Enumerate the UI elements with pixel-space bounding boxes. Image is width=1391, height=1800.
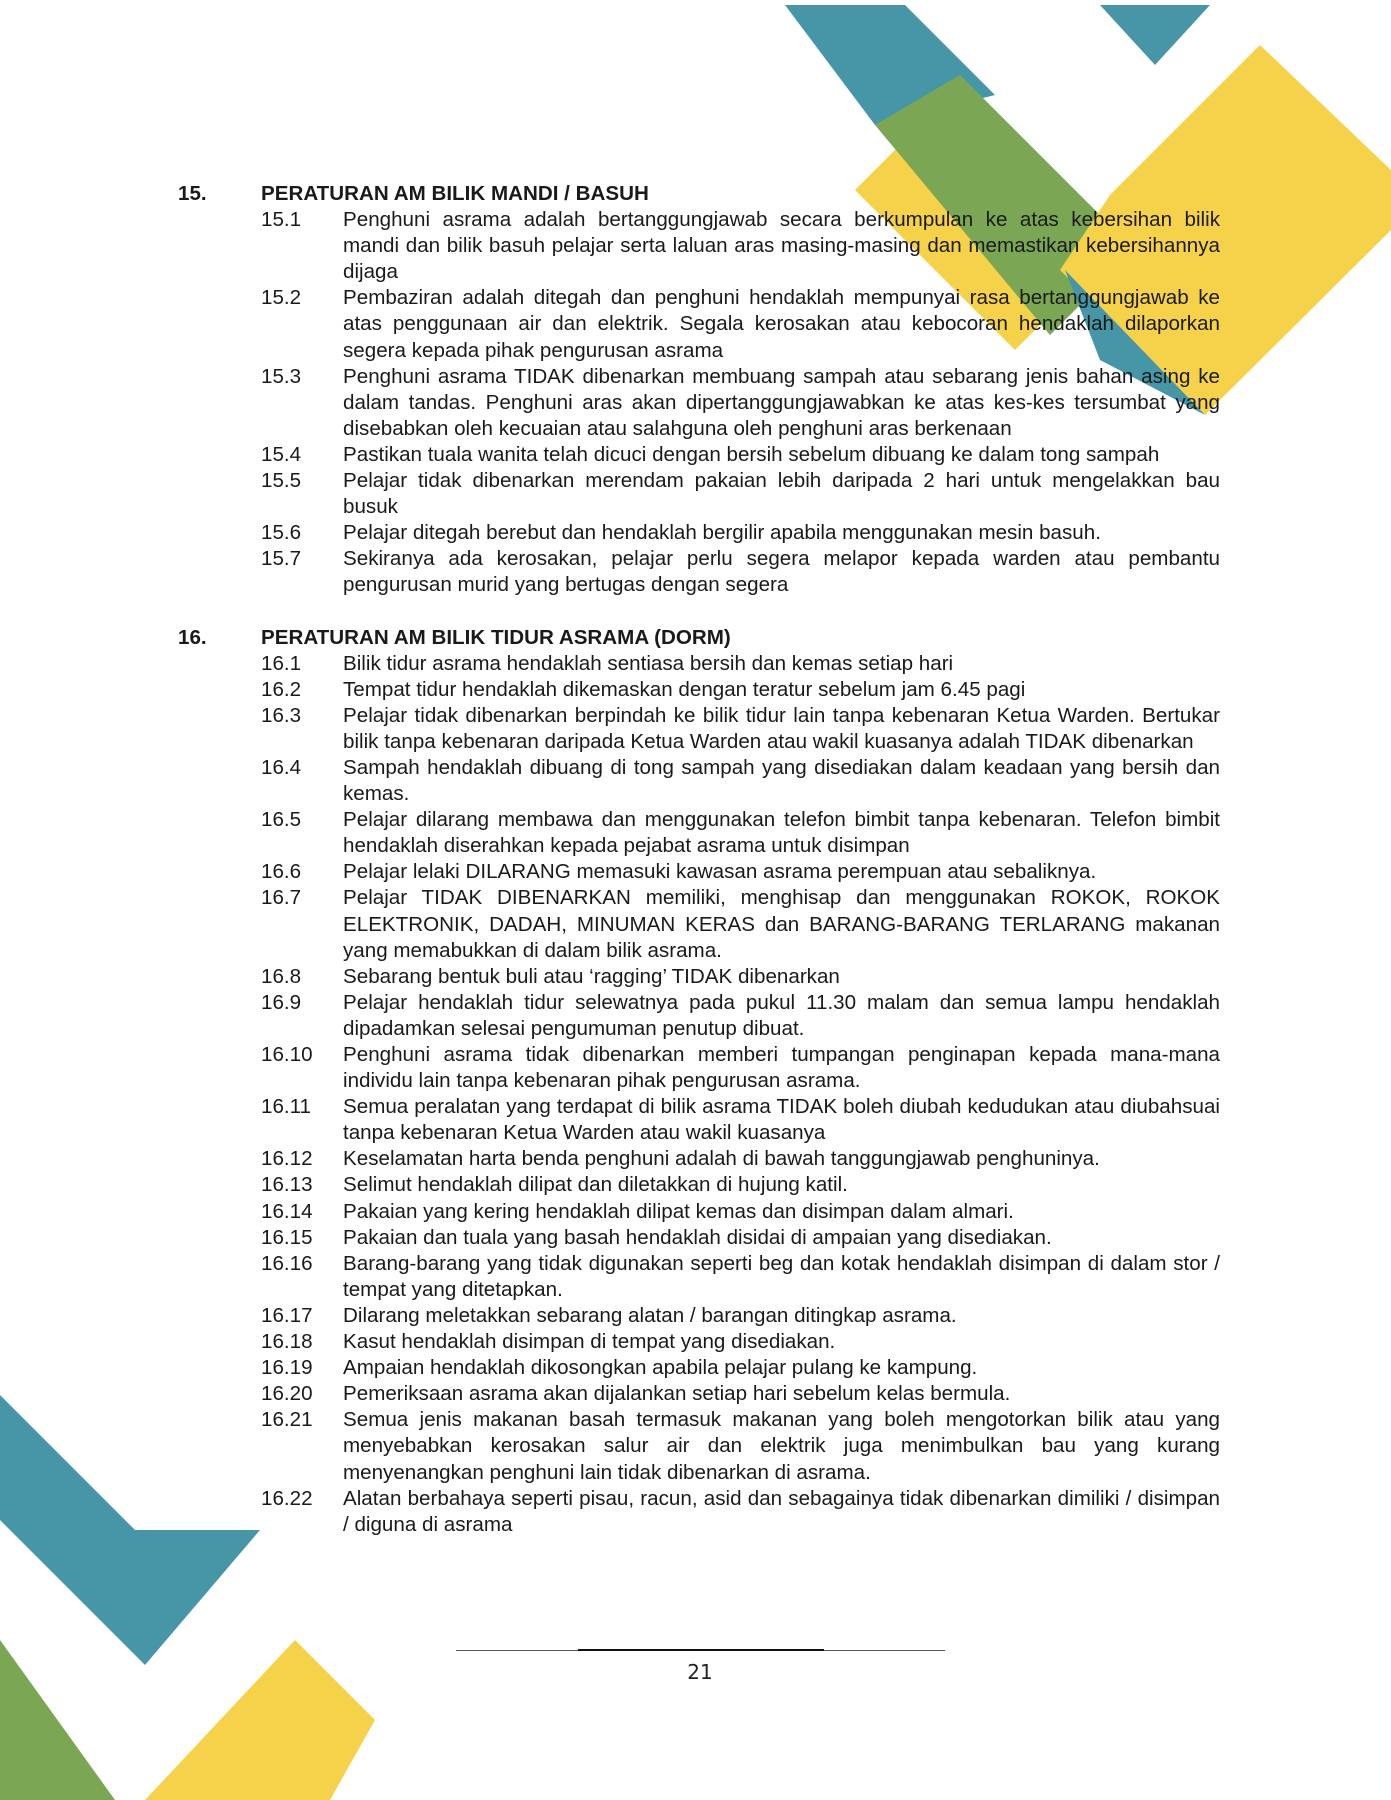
section-title: PERATURAN AM BILIK TIDUR ASRAMA (DORM) xyxy=(261,625,731,649)
item-text: Penghuni asrama TIDAK dibenarkan membuang sampah atau sebarang jenis bahan asing ke dalam tandas. Penghuni aras akan dipertanggungjawabkan ke atas kes-kes tersumbat yang disebabkan oleh kecuaian atau salahguna oleh penghuni aras berkenaan xyxy=(343,364,1220,440)
list-item xyxy=(178,1146,1220,1172)
item-text: Pelajar TIDAK DIBENARKAN memiliki, menghisap dan menggunakan ROKOK, ROKOK ELEKTRONIK, DADAH, MINUMAN KERAS dan BARANG-BARANG TERLARANG makanan yang memabukkan di dalam bilik asrama. xyxy=(343,886,1220,962)
list-item xyxy=(178,1042,1220,1094)
section-16 xyxy=(178,625,1220,1538)
section-heading xyxy=(178,625,1220,651)
list-item xyxy=(178,964,1220,990)
section-heading xyxy=(178,181,1220,207)
list-item xyxy=(178,207,1220,285)
item-number: 15.3 xyxy=(261,364,302,388)
item-text: Pemeriksaan asrama akan dijalankan setiap hari sebelum kelas bermula. xyxy=(343,1382,1011,1406)
item-text: Keselamatan harta benda penghuni adalah di bawah tanggungjawab penghuninya. xyxy=(343,1147,1100,1171)
item-text: Selimut hendaklah dilipat dan diletakkan di hujung katil. xyxy=(343,1173,848,1197)
section-number: 16. xyxy=(178,625,207,649)
item-text: Pastikan tuala wanita telah dicuci dengan bersih sebelum dibuang ke dalam tong sampah xyxy=(343,442,1160,466)
item-text: Kasut hendaklah disimpan di tempat yang disediakan. xyxy=(343,1330,836,1354)
item-number: 16.4 xyxy=(261,755,302,779)
list-item xyxy=(178,1486,1220,1538)
item-number: 16.2 xyxy=(261,677,302,701)
footer-divider-accent xyxy=(578,1649,824,1651)
deco-yellow-bottom-triangle xyxy=(145,1640,375,1800)
item-number: 15.4 xyxy=(261,442,302,466)
item-number: 16.13 xyxy=(261,1173,313,1197)
item-text: Pelajar hendaklah tidur selewatnya pada pukul 11.30 malam dan semua lampu hendaklah dipadamkan selesai pengumuman penutup dibuat. xyxy=(343,990,1220,1040)
list-item xyxy=(178,1355,1220,1381)
list-item xyxy=(178,468,1220,520)
item-text: Tempat tidur hendaklah dikemaskan dengan teratur sebelum jam 6.45 pagi xyxy=(343,677,1026,701)
list-item xyxy=(178,990,1220,1042)
item-text: Pakaian yang kering hendaklah dilipat kemas dan disimpan dalam almari. xyxy=(343,1199,1014,1223)
item-text: Pelajar dilarang membawa dan menggunakan telefon bimbit tanpa kebenaran. Telefon bimbit hendaklah diserahkan kepada pejabat asrama untuk disimpan xyxy=(343,808,1220,858)
item-number: 16.16 xyxy=(261,1251,313,1275)
list-item xyxy=(178,1225,1220,1251)
list-item xyxy=(178,859,1220,885)
item-number: 15.7 xyxy=(261,547,302,571)
item-text: Pelajar ditegah berebut dan hendaklah bergilir apabila menggunakan mesin basuh. xyxy=(343,521,1101,545)
deco-teal-right-triangle xyxy=(1100,5,1210,65)
item-number: 16.6 xyxy=(261,860,302,884)
item-number: 15.6 xyxy=(261,521,302,545)
item-text: Sekiranya ada kerosakan, pelajar perlu segera melapor kepada warden atau pembantu pengurusan murid yang bertugas dengan segera xyxy=(343,547,1220,597)
item-text: Ampaian hendaklah dikosongkan apabila pelajar pulang ke kampung. xyxy=(343,1356,978,1380)
section-number: 15. xyxy=(178,182,207,205)
item-number: 16.7 xyxy=(261,886,302,910)
item-text: Pelajar lelaki DILARANG memasuki kawasan asrama perempuan atau sebaliknya. xyxy=(343,860,1097,884)
item-text: Semua jenis makanan basah termasuk makanan yang boleh mengotorkan bilik atau yang menyebabkan kerosakan salur air dan elektrik juga menimbulkan bau yang kurang menyenangkan penghuni lain tidak dibenarkan di asrama. xyxy=(343,1408,1220,1484)
item-text: Pakaian dan tuala yang basah hendaklah disidai di ampaian yang disediakan. xyxy=(343,1225,1052,1249)
item-text: Pembaziran adalah ditegah dan penghuni hendaklah mempunyai rasa bertanggungjawab ke atas penggunaan air dan elektrik. Segala kerosakan atau kebocoran hendaklah dilaporkan segera kepada pihak pengurusan asrama xyxy=(343,286,1220,362)
list-item xyxy=(178,364,1220,442)
item-text: Sampah hendaklah dibuang di tong sampah yang disediakan dalam keadaan yang bersih dan kemas. xyxy=(343,755,1220,806)
item-number: 16.10 xyxy=(261,1043,313,1066)
list-item xyxy=(178,1329,1220,1355)
document-body xyxy=(178,181,1220,1564)
list-item xyxy=(178,1251,1220,1303)
item-text: Dilarang meletakkan sebarang alatan / barangan ditingkap asrama. xyxy=(343,1303,957,1327)
list-item xyxy=(178,285,1220,363)
list-item xyxy=(178,885,1220,963)
page-number: 21 xyxy=(687,1660,713,1684)
item-number: 16.14 xyxy=(261,1199,313,1223)
item-text: Pelajar tidak dibenarkan merendam pakaian lebih daripada 2 hari untuk mengelakkan bau busuk xyxy=(343,469,1220,519)
item-text: Sebarang bentuk buli atau ‘ragging’ TIDAK dibenarkan xyxy=(343,964,840,988)
list-item xyxy=(178,520,1220,546)
deco-green-bottom-triangle xyxy=(0,1640,115,1800)
item-number: 16.3 xyxy=(261,703,302,727)
item-number: 16.11 xyxy=(261,1095,312,1119)
item-number: 15.2 xyxy=(261,286,302,310)
list-item xyxy=(178,1381,1220,1407)
item-number: 16.20 xyxy=(261,1382,313,1406)
list-item xyxy=(178,651,1220,677)
item-text: Penghuni asrama adalah bertanggungjawab secara berkumpulan ke atas kebersihan bilik mandi dan bilik basuh pelajar serta laluan aras masing-masing dan memastikan kebersihannya dijaga xyxy=(343,208,1220,284)
item-number: 16.12 xyxy=(261,1147,313,1171)
list-item xyxy=(178,755,1220,807)
item-number: 16.22 xyxy=(261,1486,313,1510)
item-text: Bilik tidur asrama hendaklah sentiasa bersih dan kemas setiap hari xyxy=(343,651,954,675)
list-item xyxy=(178,1094,1220,1146)
item-number: 16.19 xyxy=(261,1356,313,1380)
item-number: 16.15 xyxy=(261,1225,313,1249)
section-title: PERATURAN AM BILIK MANDI / BASUH xyxy=(261,182,649,205)
item-number: 16.21 xyxy=(261,1408,313,1432)
item-number: 16.1 xyxy=(261,651,302,675)
item-number: 16.5 xyxy=(261,808,302,832)
item-number: 16.8 xyxy=(261,964,302,988)
list-item xyxy=(178,442,1220,468)
list-item xyxy=(178,807,1220,859)
item-text: Pelajar tidak dibenarkan berpindah ke bilik tidur lain tanpa kebenaran Ketua Warden. Bertukar bilik tanpa kebenaran daripada Ketua Warden atau wakil kuasanya adalah TIDAK dibenarkan xyxy=(343,703,1220,753)
list-item xyxy=(178,546,1220,598)
list-item xyxy=(178,703,1220,755)
item-number: 16.18 xyxy=(261,1330,313,1354)
item-text: Penghuni asrama tidak dibenarkan memberi tumpangan penginapan kepada mana-mana individu lain tanpa kebenaran pihak pengurusan asrama. xyxy=(343,1043,1220,1093)
item-number: 15.1 xyxy=(261,208,302,232)
list-item xyxy=(178,1303,1220,1329)
item-number: 16.9 xyxy=(261,990,302,1014)
list-item xyxy=(178,677,1220,703)
section-15 xyxy=(178,181,1220,599)
list-item xyxy=(178,1199,1220,1225)
item-text: Semua peralatan yang terdapat di bilik asrama TIDAK boleh diubah kedudukan atau diubahsuai tanpa kebenaran Ketua Warden atau wakil kuasanya xyxy=(343,1095,1220,1145)
item-text: Barang-barang yang tidak digunakan seperti beg dan kotak hendaklah disimpan di dalam stor / tempat yang ditetapkan. xyxy=(343,1251,1220,1301)
list-item xyxy=(178,1407,1220,1485)
item-number: 15.5 xyxy=(261,469,302,493)
item-text: Alatan berbahaya seperti pisau, racun, asid dan sebagainya tidak dibenarkan dimiliki / disimpan / diguna di asrama xyxy=(343,1486,1220,1536)
list-item xyxy=(178,1172,1220,1198)
item-number: 16.17 xyxy=(261,1303,313,1327)
